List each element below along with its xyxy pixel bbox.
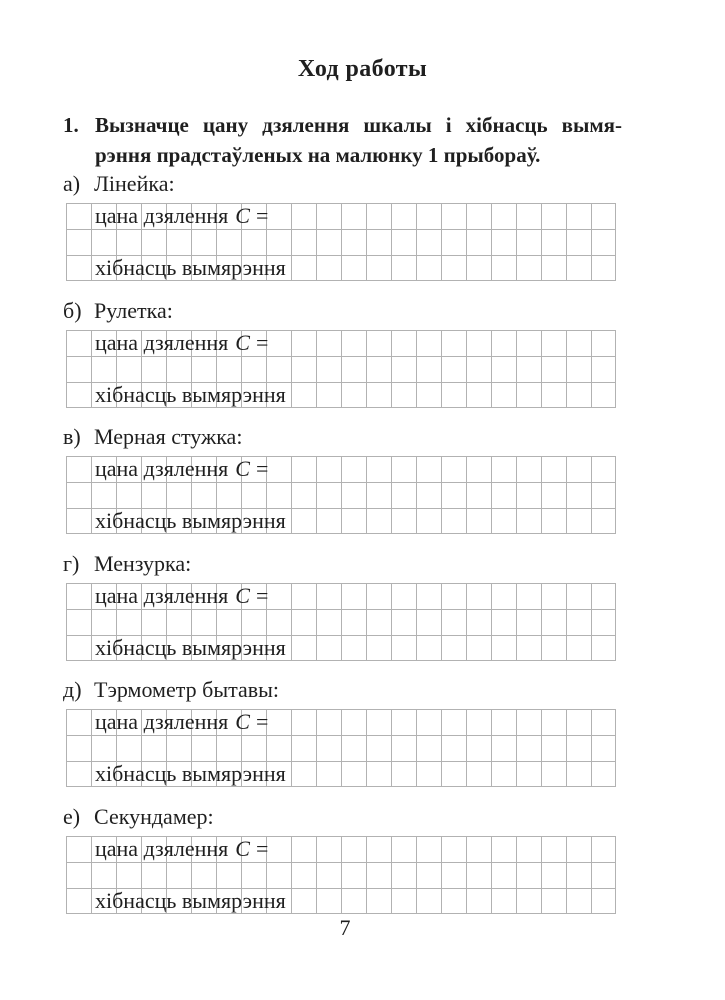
item-label-e — [63, 805, 214, 828]
division-value-label: цана дзялення — [95, 583, 229, 608]
answer-grid-v — [66, 456, 616, 534]
measurement-error-label: хібнасць вымярэння — [95, 508, 286, 533]
equals-sign: = — [255, 203, 269, 228]
answer-grid-g — [66, 583, 616, 661]
answer-grid-e — [66, 836, 616, 914]
equals-sign: = — [255, 709, 269, 734]
grid-caption-measurement-error — [95, 382, 286, 408]
item-letter-d: д) — [63, 677, 82, 702]
grid-caption-division-value — [95, 709, 268, 735]
task-text — [95, 110, 622, 170]
division-value-label: цана дзялення — [95, 330, 229, 355]
equals-sign: = — [255, 456, 269, 481]
division-value-symbol: С — [235, 836, 250, 861]
answer-grid-a — [66, 203, 616, 281]
grid-caption-division-value — [95, 203, 268, 229]
item-label-b — [63, 299, 173, 322]
grid-caption-measurement-error — [95, 761, 286, 787]
item-name-e: Секундамер: — [94, 804, 214, 829]
division-value-symbol: С — [235, 456, 250, 481]
item-name-a: Лінейка: — [94, 171, 175, 196]
grid-caption-division-value — [95, 836, 268, 862]
division-value-symbol: С — [235, 203, 250, 228]
item-label-v — [63, 425, 242, 448]
grid-caption-measurement-error — [95, 255, 286, 281]
item-letter-v: в) — [63, 424, 81, 449]
measurement-error-label: хібнасць вымярэння — [95, 761, 286, 786]
equals-sign: = — [255, 330, 269, 355]
task-1 — [63, 110, 625, 170]
measurement-error-label: хібнасць вымярэння — [95, 635, 286, 660]
division-value-symbol: С — [235, 709, 250, 734]
measurement-error-label: хібнасць вымярэння — [95, 888, 286, 913]
item-label-d — [63, 678, 279, 701]
division-value-label: цана дзялення — [95, 456, 229, 481]
equals-sign: = — [255, 836, 269, 861]
item-name-g: Мензурка: — [94, 551, 192, 576]
grid-caption-measurement-error — [95, 508, 286, 534]
item-letter-b: б) — [63, 298, 82, 323]
division-value-symbol: С — [235, 330, 250, 355]
task-text-line-2: рэння прадстаўленых на малюнку 1 прыбораў. — [95, 143, 541, 167]
item-name-b: Рулетка: — [94, 298, 173, 323]
item-letter-g: г) — [63, 551, 80, 576]
item-name-v: Мерная стужка: — [94, 424, 243, 449]
task-text-line-1: Вызначце цану дзялення шкалы і хібнасць вымя- — [95, 113, 622, 137]
grid-caption-measurement-error — [95, 888, 286, 914]
item-name-d: Тэрмометр бытавы: — [94, 677, 280, 702]
item-letter-a: а) — [63, 171, 81, 196]
measurement-error-label: хібнасць вымярэння — [95, 382, 286, 407]
division-value-label: цана дзялення — [95, 203, 229, 228]
page-title: Ход работы — [297, 56, 428, 82]
item-label-a — [63, 172, 175, 195]
grid-caption-division-value — [95, 330, 268, 356]
grid-caption-measurement-error — [95, 635, 286, 661]
division-value-label: цана дзялення — [95, 709, 229, 734]
item-label-g — [63, 552, 191, 575]
grid-caption-division-value — [95, 583, 268, 609]
division-value-symbol: С — [235, 583, 250, 608]
item-letter-e: е) — [63, 804, 81, 829]
answer-grid-d — [66, 709, 616, 787]
answer-grid-b — [66, 330, 616, 408]
equals-sign: = — [255, 583, 269, 608]
division-value-label: цана дзялення — [95, 836, 229, 861]
task-number: 1. — [63, 113, 79, 137]
measurement-error-label: хібнасць вымярэння — [95, 255, 286, 280]
page-number: 7 — [339, 915, 351, 940]
grid-caption-division-value — [95, 456, 268, 482]
